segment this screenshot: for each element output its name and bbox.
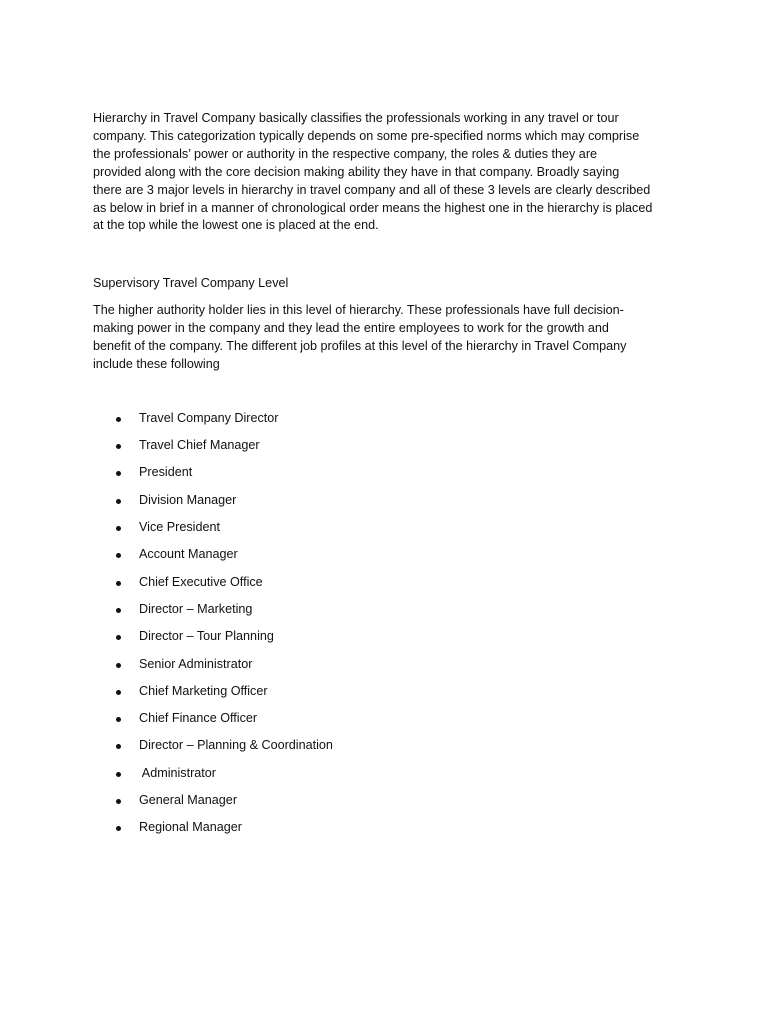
bullet-icon [116, 417, 121, 422]
list-item [93, 601, 683, 628]
intro-line: provided along with the core decision making ability they have in that company. Broadly saying [93, 164, 620, 179]
list-item [93, 492, 683, 519]
intro-line: the professionals’ power or authority in the respective company, the roles & duties they are [93, 146, 598, 161]
bullet-icon [116, 581, 121, 586]
bullet-icon [116, 635, 121, 640]
intro-paragraph [93, 110, 683, 235]
list-item-label: Director – Planning & Coordination [139, 738, 333, 753]
list-item [93, 546, 683, 573]
list-item-label: Travel Chief Manager [139, 438, 260, 453]
list-item-label: Chief Finance Officer [139, 711, 258, 726]
list-item [93, 519, 683, 546]
bullet-icon [116, 553, 121, 558]
job-profile-list [93, 410, 683, 847]
list-item-label: Regional Manager [139, 820, 242, 835]
bullet-icon [116, 799, 121, 804]
section-line: The higher authority holder lies in this level of hierarchy. These professionals have full decision- [93, 303, 624, 318]
list-item [93, 710, 683, 737]
list-item-label: President [139, 465, 193, 480]
bullet-icon [116, 826, 121, 831]
section-line: making power in the company and they lead the entire employees to work for the growth and [93, 321, 609, 336]
bullet-icon [116, 717, 121, 722]
list-item [93, 464, 683, 491]
list-item-label: Administrator [139, 765, 216, 780]
section-heading: Supervisory Travel Company Level [93, 276, 289, 291]
bullet-icon [116, 663, 121, 668]
list-item [93, 656, 683, 683]
intro-line: there are 3 major levels in hierarchy in travel company and all of these 3 levels are clearly described [93, 182, 651, 197]
list-item-label: Account Manager [139, 547, 238, 562]
list-item [93, 410, 683, 437]
bullet-icon [116, 471, 121, 476]
list-item [93, 792, 683, 819]
list-item-label: Vice President [139, 520, 220, 535]
intro-line: at the top while the lowest one is placed at the end. [93, 218, 379, 233]
section-line: include these following [93, 356, 220, 371]
bullet-icon [116, 608, 121, 613]
list-item-label: Chief Executive Office [139, 574, 263, 589]
list-item [93, 819, 683, 846]
list-item-label: Director – Marketing [139, 601, 253, 616]
intro-line: company. This categorization typically depends on some pre-specified norms which may comprise [93, 128, 640, 143]
list-item [93, 574, 683, 601]
document-body [93, 110, 683, 847]
list-item-label: Chief Marketing Officer [139, 683, 268, 698]
bullet-icon [116, 772, 121, 777]
bullet-icon [116, 444, 121, 449]
intro-line: as below in brief in a manner of chronological order means the highest one in the hierarchy is placed [93, 200, 653, 215]
section-paragraph [93, 302, 683, 374]
list-item-label: Director – Tour Planning [139, 629, 274, 644]
section-line: benefit of the company. The different job profiles at this level of the hierarchy in Travel Company [93, 339, 627, 354]
list-item [93, 765, 683, 792]
bullet-icon [116, 690, 121, 695]
list-item [93, 737, 683, 764]
list-item-label: Senior Administrator [139, 656, 253, 671]
list-item-label: Travel Company Director [139, 410, 279, 425]
list-item [93, 437, 683, 464]
list-item [93, 628, 683, 655]
intro-line: Hierarchy in Travel Company basically classifies the professionals working in any travel or tour [93, 111, 619, 125]
list-item-label: Division Manager [139, 492, 237, 507]
list-item-label: General Manager [139, 793, 238, 808]
bullet-icon [116, 526, 121, 531]
bullet-icon [116, 499, 121, 504]
list-item [93, 683, 683, 710]
bullet-icon [116, 744, 121, 749]
